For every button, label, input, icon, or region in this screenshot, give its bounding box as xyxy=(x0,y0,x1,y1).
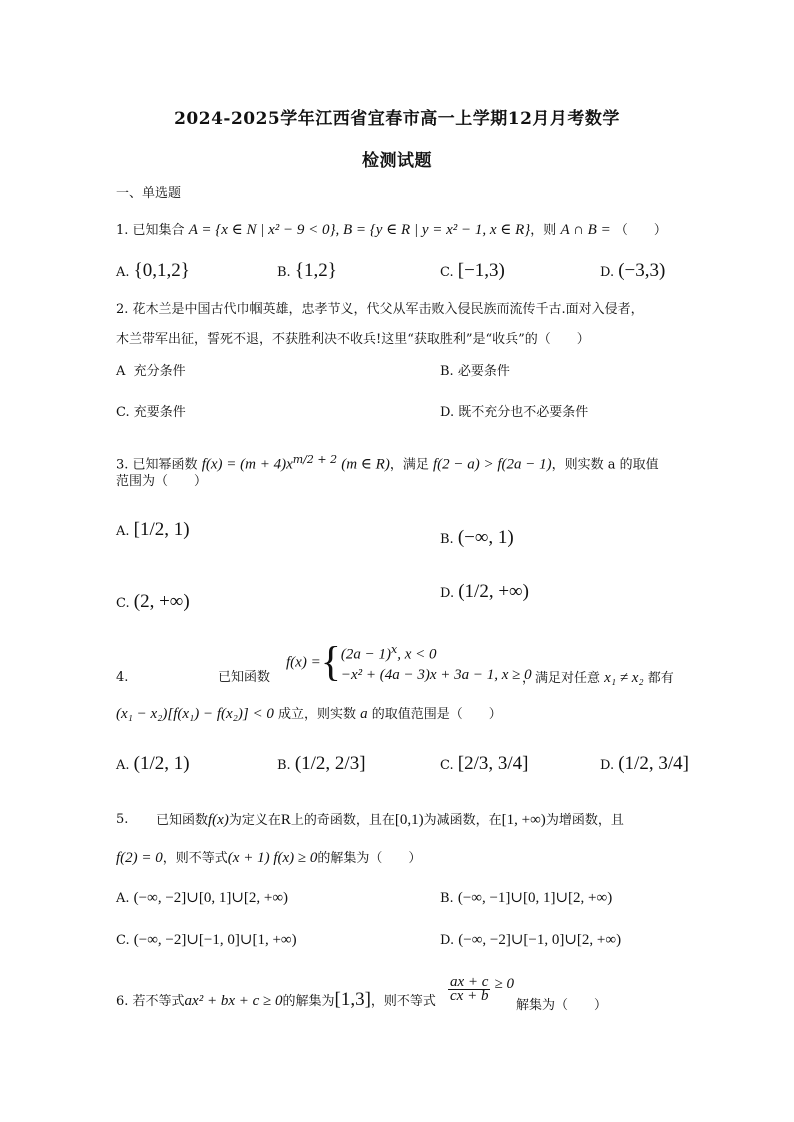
question-2-line2: 木兰带军出征，誓死不退，不获胜利决不收兵!这里“获取胜利”是“收兵”的（ ） xyxy=(116,332,590,347)
q3-exponent: m/2 + 2 xyxy=(292,453,338,466)
option-letter: C. xyxy=(440,758,454,773)
q4-prefix: 已知函数 xyxy=(218,670,271,685)
q3-option-a[interactable] xyxy=(116,519,190,540)
option-letter: D. xyxy=(600,758,615,773)
option-text: (1/2, 1) xyxy=(133,753,190,774)
option-text: 充分条件 xyxy=(133,364,186,379)
q5-p5: 为增函数，且 xyxy=(545,813,624,828)
q2-option-d[interactable] xyxy=(440,405,588,421)
option-text: 必要条件 xyxy=(457,364,510,379)
q4-case1-base: (2a − 1) xyxy=(340,646,391,663)
q4-number: 4. xyxy=(116,670,129,685)
q4-text: 成立，则实数 xyxy=(277,707,356,722)
q4-option-a[interactable] xyxy=(116,753,190,774)
option-letter: B. xyxy=(277,758,291,773)
q4-neq: x₁ ≠ x₂ xyxy=(604,670,644,686)
option-text: [2/3, 3/4] xyxy=(457,753,529,774)
q5-text: ，则不等式 xyxy=(162,851,228,866)
q5-p3: 上的奇函数，且在 xyxy=(290,813,395,828)
q4-option-d[interactable] xyxy=(600,753,689,774)
q4-piecewise xyxy=(286,639,532,686)
option-text: [−1,3) xyxy=(457,260,505,281)
question-2-line1: 2. 花木兰是中国古代巾帼英雄，忠孝节义，代父从军击败入侵民族而流传千古.面对入侵者， xyxy=(116,302,644,317)
option-text: (−3,3) xyxy=(618,260,666,281)
q4-suffix2: 都有 xyxy=(647,671,674,686)
option-text: (1/2, 3/4] xyxy=(618,753,689,774)
q6-numerator: ax + c xyxy=(450,974,489,990)
q1-sets: A = {x ∈ N | x² − 9 < 0}, B = {y ∈ R | y = x² − 1, x ∈ R} xyxy=(188,222,531,238)
option-letter: D. xyxy=(440,933,455,948)
q1-prefix: 1. 已知集合 xyxy=(116,223,185,238)
q3-function: f(x) = (m + 4)x xyxy=(201,456,293,473)
q6-prefix: 6. 若不等式 xyxy=(116,994,185,1009)
option-letter: C. xyxy=(440,265,454,280)
q4-cases xyxy=(341,640,532,685)
q3-inequality: f(2 − a) > f(2a − 1) xyxy=(432,456,552,473)
q5-option-c[interactable] xyxy=(116,932,297,949)
option-letter: B. xyxy=(440,891,454,906)
q1-blank: （ ） xyxy=(614,223,667,238)
q6-mid: 的解集为 xyxy=(282,994,335,1009)
q5-given: f(2) = 0 xyxy=(116,850,163,866)
q3-condition: (m ∈ R) xyxy=(341,456,390,473)
q1-option-c[interactable] xyxy=(440,260,505,281)
q4-var-a: a xyxy=(360,706,368,722)
q6-suffix: 解集为（ ） xyxy=(516,998,608,1013)
q5-interval-2: [1, +∞) xyxy=(501,812,546,828)
q3-option-c[interactable] xyxy=(116,591,190,612)
question-5-line2 xyxy=(116,850,421,867)
question-3 xyxy=(116,452,659,473)
option-letter: B. xyxy=(440,532,454,547)
option-letter: C. xyxy=(116,596,130,611)
q2-option-b[interactable] xyxy=(440,364,510,380)
q3-option-d[interactable] xyxy=(440,581,529,602)
q1-suffix: ，则 xyxy=(530,223,557,238)
q2-option-a[interactable] xyxy=(116,364,186,380)
q4-end: 的取值范围是（ ） xyxy=(371,707,502,722)
q4-condition: (x₁ − x₂)[f(x₁) − f(x₂)] < 0 xyxy=(116,706,274,722)
q5-p2: 为定义在 xyxy=(228,813,281,828)
option-letter: A xyxy=(116,364,126,379)
option-text: (1/2, 2/3] xyxy=(294,753,366,774)
q5-option-a[interactable] xyxy=(116,890,288,907)
option-letter: A. xyxy=(116,758,130,773)
question-1 xyxy=(116,222,667,239)
q2-option-c[interactable] xyxy=(116,405,186,421)
q5-R: R xyxy=(280,812,291,828)
q4-option-b[interactable] xyxy=(277,753,366,774)
option-text: (−∞, 1) xyxy=(457,527,514,548)
option-text: (−∞, −2]∪[−1, 0]∪[1, +∞) xyxy=(133,932,297,948)
q4-suffix: ，满足对任意 xyxy=(522,671,601,686)
q3-suffix: ，则实数 a 的取值 xyxy=(551,457,659,473)
question-6 xyxy=(116,989,436,1010)
option-letter: D. xyxy=(440,586,455,601)
option-letter: A. xyxy=(116,891,130,906)
q6-mid2: ，则不等式 xyxy=(370,994,436,1009)
q4-brace: { xyxy=(320,639,341,686)
exam-title: 2024-2025学年江西省宜春市高一上学期12月月考数学 xyxy=(174,109,620,129)
section-label: 一、单选题 xyxy=(116,186,182,201)
option-text: (−∞, −2]∪[−1, 0]∪[2, +∞) xyxy=(458,932,622,948)
q4-option-c[interactable] xyxy=(440,753,529,774)
q4-tail xyxy=(522,670,674,687)
q5-number: 5. xyxy=(116,812,129,827)
option-text: (−∞, −2]∪[0, 1]∪[2, +∞) xyxy=(133,890,289,906)
option-letter: D. xyxy=(600,265,615,280)
option-letter: B. xyxy=(440,364,454,379)
q4-case1-pow: x xyxy=(390,643,398,656)
q3-mid: ，满足 xyxy=(389,457,429,473)
q4-func: f(x) = xyxy=(286,654,321,671)
question-5-line1 xyxy=(156,812,624,829)
option-text: 既不充分也不必要条件 xyxy=(458,405,589,420)
q1-option-a[interactable] xyxy=(116,260,190,281)
q6-inequality: ax² + bx + c ≥ 0 xyxy=(184,993,283,1009)
question-4-line2 xyxy=(116,706,502,723)
q4-case1-cond: , x < 0 xyxy=(397,646,437,663)
option-text: {0,1,2} xyxy=(133,260,190,281)
option-letter: A. xyxy=(116,265,130,280)
q6-set: [1,3] xyxy=(334,989,371,1010)
option-text: (1/2, +∞) xyxy=(458,581,529,602)
q6-frac xyxy=(448,976,490,1003)
option-text: 充要条件 xyxy=(133,405,186,420)
q6-denominator: cx + b xyxy=(450,988,489,1004)
q5-interval-1: [0,1) xyxy=(394,812,424,828)
option-text: [1/2, 1) xyxy=(133,519,190,540)
q5-p1: 已知函数 xyxy=(156,813,209,828)
q6-fraction xyxy=(448,976,514,1003)
option-letter: D. xyxy=(440,405,455,420)
option-letter: A. xyxy=(116,524,130,539)
option-text: (−∞, −1]∪[0, 1]∪[2, +∞) xyxy=(457,890,613,906)
option-letter: C. xyxy=(116,405,130,420)
q1-option-b[interactable] xyxy=(277,260,337,281)
option-text: {1,2} xyxy=(294,260,337,281)
option-text: (2, +∞) xyxy=(133,591,190,612)
q5-end: 的解集为（ ） xyxy=(317,851,422,866)
q3-option-b[interactable] xyxy=(440,527,514,548)
option-letter: B. xyxy=(277,265,291,280)
question-3-line2: 范围为（ ） xyxy=(116,474,208,489)
q1-ask: A ∩ B = xyxy=(560,222,611,238)
q5-p4: 为减函数，在 xyxy=(423,813,502,828)
q5-option-b[interactable] xyxy=(440,890,612,907)
q5-option-d[interactable] xyxy=(440,932,621,949)
q6-ge: ≥ 0 xyxy=(494,976,515,992)
option-letter: C. xyxy=(116,933,130,948)
exam-subtitle: 检测试题 xyxy=(362,151,432,171)
q1-option-d[interactable] xyxy=(600,260,666,281)
q4-case-1 xyxy=(341,640,532,665)
q5-fx: f(x) xyxy=(208,812,229,828)
q4-case-2: −x² + (4a − 3)x + 3a − 1, x ≥ 0 xyxy=(340,667,532,684)
q3-prefix: 3. 已知幂函数 xyxy=(116,457,198,473)
q5-inequality: (x + 1) f(x) ≥ 0 xyxy=(227,850,318,866)
